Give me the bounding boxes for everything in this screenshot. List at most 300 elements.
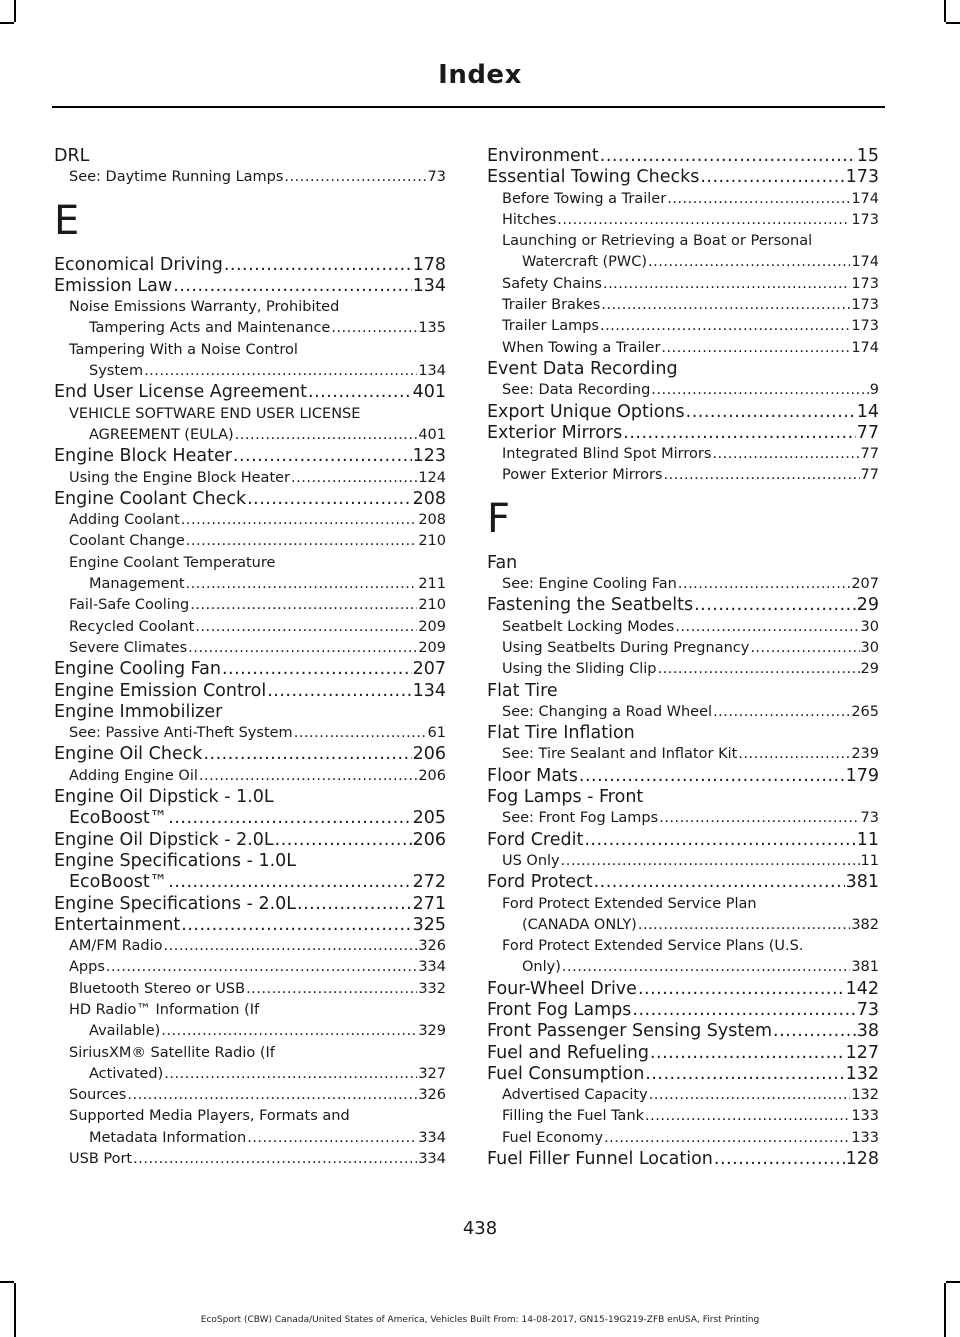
entry-label: Fastening the Seatbelts <box>487 595 694 616</box>
index-subentry[interactable] <box>487 252 879 273</box>
page-ref: 272 <box>412 872 446 893</box>
entry-label: Before Towing a Trailer <box>502 190 667 207</box>
entry-label: Integrated Blind Spot Mirrors <box>502 446 712 463</box>
dot-leader <box>186 531 418 552</box>
dot-leader <box>144 361 417 382</box>
page-ref: 239 <box>851 746 879 763</box>
index-subentry[interactable] <box>487 338 879 359</box>
index-subentry[interactable] <box>54 638 446 659</box>
index-subentry-text: Tampering With a Noise Control <box>69 341 298 358</box>
index-entry[interactable] <box>54 808 446 829</box>
index-entry[interactable] <box>54 255 446 276</box>
index-entry[interactable] <box>487 1064 879 1085</box>
index-subentry[interactable] <box>487 1106 879 1127</box>
dot-leader <box>594 872 845 893</box>
entry-label: When Towing a Trailer <box>502 339 661 356</box>
dot-leader <box>659 808 859 829</box>
entry-label: Severe Climates <box>69 639 188 656</box>
entry-label: Export Unique Options <box>487 401 685 422</box>
entry-label: Front Passenger Sensing System <box>487 1021 773 1042</box>
crop-mark <box>946 22 960 24</box>
entry-label: Trailer Lamps <box>502 318 599 335</box>
page-ref: 15 <box>856 146 879 166</box>
index-entry[interactable] <box>54 489 446 510</box>
page-ref: 206 <box>412 829 446 850</box>
index-entry[interactable] <box>487 1149 879 1170</box>
entry-label: Only) <box>522 959 561 976</box>
page-ref: 142 <box>845 978 879 999</box>
entry-label: See: Changing a Road Wheel <box>502 703 713 720</box>
crop-mark <box>0 22 14 24</box>
index-subentry[interactable] <box>54 1085 446 1106</box>
dot-leader <box>561 851 860 872</box>
index-heading: Flat Tire Inflation <box>487 723 635 744</box>
dot-leader <box>773 1021 856 1042</box>
entry-label: See: Front Fog Lamps <box>502 810 659 827</box>
entry-label: Metadata Information <box>89 1129 247 1146</box>
page-ref: 401 <box>412 382 446 403</box>
page-ref: 208 <box>412 488 446 509</box>
index-subentry[interactable] <box>54 468 446 489</box>
entry-label: Sources <box>69 1087 127 1104</box>
index-heading: Event Data Recording <box>487 358 678 379</box>
entry-label: Entertainment <box>54 914 181 935</box>
crop-mark <box>946 1281 960 1283</box>
index-subentry-text: Ford Protect Extended Service Plan <box>502 895 757 912</box>
page-ref: 271 <box>412 893 446 914</box>
entry-label: AGREEMENT (EULA) <box>89 426 234 443</box>
entry-label: (CANADA ONLY) <box>522 916 637 933</box>
dot-leader <box>224 255 412 276</box>
entry-label: Fail-Safe Cooling <box>69 597 190 614</box>
dot-leader <box>658 659 860 680</box>
page-ref: 173 <box>845 167 879 188</box>
index-see-entry[interactable] <box>54 167 446 188</box>
entry-label: Fuel Filler Funnel Location <box>487 1149 713 1170</box>
entry-label: Adding Coolant <box>69 512 180 529</box>
index-subentry[interactable] <box>54 318 446 339</box>
entry-label: Engine Oil Dipstick - 2.0L <box>54 829 274 850</box>
entry-label: Exterior Mirrors <box>487 422 623 443</box>
dot-leader <box>738 744 850 765</box>
dot-leader <box>667 189 850 210</box>
dot-leader <box>291 468 417 489</box>
page-ref: 173 <box>851 318 879 335</box>
index-entry[interactable] <box>54 681 446 702</box>
entry-label: Engine Oil Check <box>54 744 203 765</box>
index-subentry[interactable] <box>54 979 446 1000</box>
dot-leader <box>195 617 417 638</box>
entry-label: Available) <box>89 1023 161 1040</box>
dot-leader <box>247 1128 417 1149</box>
index-subentry[interactable] <box>54 574 446 595</box>
index-subentry[interactable] <box>487 210 879 231</box>
page-ref: 173 <box>851 211 879 228</box>
dot-leader <box>686 402 856 423</box>
page-ref: 173 <box>851 275 879 292</box>
page-ref: 29 <box>860 661 879 678</box>
dot-leader <box>638 979 845 1000</box>
index-subentry[interactable] <box>487 1128 879 1149</box>
dot-leader <box>246 979 417 1000</box>
dot-leader <box>203 744 411 765</box>
entry-label: Emission Law <box>54 275 173 296</box>
page-ref: 11 <box>856 829 879 850</box>
entry-label: Recycled Coolant <box>69 618 195 635</box>
page-ref: 209 <box>418 639 446 656</box>
index-entry[interactable] <box>54 659 446 680</box>
page-ref: 77 <box>856 422 879 443</box>
page-ref: 334 <box>418 1151 446 1168</box>
page-ref: 77 <box>860 446 879 463</box>
entry-label: Ford Credit <box>487 829 584 850</box>
page-ref: 30 <box>860 618 879 635</box>
section-letter-e: E <box>54 197 80 244</box>
page-ref: 325 <box>412 914 446 935</box>
dot-leader <box>235 425 418 446</box>
index-entry[interactable] <box>487 979 879 1000</box>
entry-label: AM/FM Radio <box>69 938 163 955</box>
dot-leader <box>199 766 417 787</box>
crop-mark <box>14 0 16 22</box>
index-subentry[interactable] <box>487 1085 879 1106</box>
entry-label: Engine Cooling Fan <box>54 659 221 680</box>
entry-label: Safety Chains <box>502 275 602 292</box>
page-ref: 205 <box>412 808 446 829</box>
dot-leader <box>632 1000 855 1021</box>
page-ref: 123 <box>412 446 446 467</box>
page-ref: 209 <box>418 618 446 635</box>
section-letter-f: F <box>487 495 511 542</box>
index-entry[interactable] <box>487 1000 879 1021</box>
index-heading: Flat Tire <box>487 680 558 701</box>
dot-leader <box>645 1106 850 1127</box>
index-subentry[interactable] <box>54 1149 446 1170</box>
index-heading: Engine Specifications - 1.0L <box>54 850 297 871</box>
index-entry[interactable] <box>487 146 879 167</box>
index-subentry-text: Launching or Retrieving a Boat or Personal <box>502 233 813 250</box>
entry-label: Coolant Change <box>69 533 185 550</box>
entry-label: Engine Emission Control <box>54 680 267 701</box>
index-subentry[interactable] <box>54 617 446 638</box>
dot-leader <box>623 423 855 444</box>
index-subentry[interactable] <box>487 465 879 486</box>
dot-leader <box>714 1149 845 1170</box>
index-entry[interactable] <box>487 167 879 188</box>
index-column-left <box>54 146 446 1170</box>
dot-leader <box>161 1021 417 1042</box>
page-ref: 9 <box>869 382 879 399</box>
index-subentry[interactable] <box>487 851 879 872</box>
dot-leader <box>557 210 850 231</box>
index-column-right <box>487 146 879 1170</box>
page-ref: 211 <box>418 576 446 593</box>
entry-label: Front Fog Lamps <box>487 999 632 1020</box>
index-entry[interactable] <box>487 595 879 616</box>
page-title: Index <box>438 60 522 90</box>
index-subentry[interactable] <box>487 316 879 337</box>
dot-leader <box>133 1149 417 1170</box>
entry-label: Using the Engine Block Heater <box>69 469 291 486</box>
page-ref: 326 <box>418 938 446 955</box>
entry-label: Watercraft (PWC) <box>522 254 648 271</box>
page-ref: 11 <box>860 852 879 869</box>
entry-label: Fuel Consumption <box>487 1063 645 1084</box>
entry-label: End User License Agreement <box>54 382 307 403</box>
header-rule <box>52 106 885 108</box>
dot-leader <box>712 444 859 465</box>
dot-leader <box>168 808 411 829</box>
dot-leader <box>603 274 850 295</box>
entry-label: Environment <box>487 146 599 166</box>
entry-label: See: Passive Anti-Theft System <box>69 725 293 742</box>
index-entry[interactable] <box>487 1043 879 1064</box>
dot-leader <box>222 659 412 680</box>
dot-leader <box>645 1064 844 1085</box>
entry-label: Advertised Capacity <box>502 1087 648 1104</box>
index-entry[interactable] <box>54 915 446 936</box>
index-see-entry[interactable] <box>487 702 879 723</box>
page-ref: 124 <box>418 469 446 486</box>
entry-label: Engine Coolant Check <box>54 488 247 509</box>
entry-label: Activated) <box>89 1065 164 1082</box>
dot-leader <box>294 723 427 744</box>
index-entry[interactable] <box>487 1021 879 1042</box>
crop-mark <box>944 0 946 22</box>
page-ref: 38 <box>856 1021 879 1042</box>
entry-label: Seatbelt Locking Modes <box>502 618 675 635</box>
index-subentry[interactable] <box>487 189 879 210</box>
dot-leader <box>649 1085 851 1106</box>
index-subentry[interactable] <box>54 425 446 446</box>
page-ref: 381 <box>851 959 879 976</box>
page-ref: 73 <box>856 999 879 1020</box>
page-ref: 61 <box>427 725 446 742</box>
index-subentry[interactable] <box>54 595 446 616</box>
entry-label: Engine Block Heater <box>54 446 232 467</box>
dot-leader <box>297 894 412 915</box>
dot-leader <box>186 574 418 595</box>
index-entry[interactable] <box>487 402 879 423</box>
entry-label: Engine Specifications - 2.0L <box>54 893 297 914</box>
index-entry[interactable] <box>54 276 446 297</box>
index-entry[interactable] <box>54 894 446 915</box>
index-subentry[interactable] <box>54 361 446 382</box>
index-subentry[interactable] <box>487 638 879 659</box>
dot-leader <box>678 574 850 595</box>
index-subentry[interactable] <box>54 766 446 787</box>
page-ref: 30 <box>860 639 879 656</box>
index-heading: DRL <box>54 146 90 166</box>
index-see-entry[interactable] <box>54 723 446 744</box>
page-ref: 128 <box>845 1149 879 1170</box>
page-ref: 134 <box>412 680 446 701</box>
index-subentry-text: Engine Coolant Temperature <box>69 554 276 571</box>
entry-label: System <box>89 363 144 380</box>
page-ref: 207 <box>412 659 446 680</box>
index-subentry[interactable] <box>487 274 879 295</box>
dot-leader <box>284 167 426 188</box>
page-ref: 401 <box>418 426 446 443</box>
entry-label: EcoBoost™ <box>69 872 168 893</box>
entry-label: See: Engine Cooling Fan <box>502 576 677 593</box>
page-ref: 73 <box>860 810 879 827</box>
entry-label: Fuel and Refueling <box>487 1042 649 1063</box>
page-ref: 327 <box>418 1065 446 1082</box>
index-entry[interactable] <box>54 744 446 765</box>
page-ref: 127 <box>845 1042 879 1063</box>
dot-leader <box>106 957 417 978</box>
dot-leader <box>233 446 412 467</box>
page-ref: 206 <box>412 744 446 765</box>
entry-label: Power Exterior Mirrors <box>502 467 663 484</box>
index-heading: Engine Immobilizer <box>54 701 223 722</box>
dot-leader <box>600 316 850 337</box>
page-ref: 334 <box>418 959 446 976</box>
page-ref: 210 <box>418 533 446 550</box>
page-ref: 174 <box>851 190 879 207</box>
index-subentry[interactable] <box>487 915 879 936</box>
dot-leader <box>651 380 868 401</box>
entry-label: EcoBoost™ <box>69 808 168 829</box>
page-ref: 133 <box>851 1129 879 1146</box>
entry-label: US Only <box>502 852 560 869</box>
dot-leader <box>181 915 411 936</box>
dot-leader <box>713 702 850 723</box>
entry-label: Adding Engine Oil <box>69 767 198 784</box>
entry-label: Hitches <box>502 211 557 228</box>
page-ref: 179 <box>845 765 879 786</box>
page-number: 438 <box>462 1218 498 1239</box>
index-see-entry[interactable] <box>487 574 879 595</box>
entry-label: Apps <box>69 959 105 976</box>
index-entry[interactable] <box>487 872 879 893</box>
index-see-entry[interactable] <box>487 808 879 829</box>
page-ref: 206 <box>418 767 446 784</box>
page-ref: 265 <box>851 703 879 720</box>
crop-mark <box>944 1283 946 1337</box>
dot-leader <box>638 915 850 936</box>
page-ref: 382 <box>851 916 879 933</box>
index-subentry-text: HD Radio™ Information (If <box>69 1001 260 1018</box>
page-ref: 207 <box>851 576 879 593</box>
index-subentry[interactable] <box>54 531 446 552</box>
page-ref: 134 <box>412 275 446 296</box>
dot-leader <box>164 1064 417 1085</box>
dot-leader <box>173 276 411 297</box>
page-ref: 174 <box>851 339 879 356</box>
index-subentry-text: Ford Protect Extended Service Plans (U.S. <box>502 938 804 955</box>
dot-leader <box>600 146 856 167</box>
entry-label: Four-Wheel Drive <box>487 978 637 999</box>
entry-label: Management <box>89 576 185 593</box>
index-subentry[interactable] <box>487 957 879 978</box>
page-ref: 178 <box>412 254 446 275</box>
index-entry[interactable] <box>54 446 446 467</box>
entry-label: Trailer Brakes <box>502 297 601 314</box>
page-ref: 210 <box>418 597 446 614</box>
index-subentry[interactable] <box>54 510 446 531</box>
index-entry[interactable] <box>54 830 446 851</box>
index-subentry[interactable] <box>487 295 879 316</box>
dot-leader <box>750 638 859 659</box>
entry-label: Floor Mats <box>487 765 578 786</box>
page-ref: 14 <box>856 401 879 422</box>
dot-leader <box>247 489 411 510</box>
page-ref: 132 <box>845 1063 879 1084</box>
dot-leader <box>604 1128 850 1149</box>
entry-label: Tampering Acts and Maintenance <box>89 320 331 337</box>
index-see-entry[interactable] <box>487 380 879 401</box>
dot-leader <box>664 465 860 486</box>
index-subentry[interactable] <box>487 617 879 638</box>
index-subentry[interactable] <box>487 444 879 465</box>
index-subentry[interactable] <box>54 1128 446 1149</box>
dot-leader <box>331 318 417 339</box>
index-heading: Fan <box>487 552 518 573</box>
footer-text: EcoSport (CBW) Canada/United States of America, Vehicles Built From: 14-08-2017, GN15-19G219-ZFB enUSA, First Printing <box>200 1315 760 1325</box>
index-subentry[interactable] <box>54 1064 446 1085</box>
page-ref: 135 <box>418 320 446 337</box>
index-subentry[interactable] <box>487 659 879 680</box>
dot-leader <box>648 252 850 273</box>
page-ref: 73 <box>427 169 446 186</box>
page-ref: 173 <box>851 297 879 314</box>
page-ref: 132 <box>851 1087 879 1104</box>
index-see-entry[interactable] <box>487 744 879 765</box>
index-subentry-text: Supported Media Players, Formats and <box>69 1108 350 1125</box>
dot-leader <box>168 872 411 893</box>
page-ref: 326 <box>418 1087 446 1104</box>
dot-leader <box>601 295 850 316</box>
index-entry[interactable] <box>487 830 879 851</box>
crop-mark <box>14 1283 16 1337</box>
entry-label: Ford Protect <box>487 872 593 893</box>
index-entry[interactable] <box>487 766 879 787</box>
entry-label: See: Data Recording <box>502 382 651 399</box>
index-subentry-text: SiriusXM® Satellite Radio (If <box>69 1044 275 1061</box>
page-ref: 77 <box>860 467 879 484</box>
index-heading: Fog Lamps - Front <box>487 787 644 808</box>
index-subentry[interactable] <box>54 936 446 957</box>
index-entry[interactable] <box>54 382 446 403</box>
dot-leader <box>700 167 844 188</box>
page-ref: 334 <box>418 1129 446 1146</box>
entry-label: Fuel Economy <box>502 1129 604 1146</box>
index-entry[interactable] <box>54 872 446 893</box>
dot-leader <box>190 595 417 616</box>
dot-leader <box>275 830 412 851</box>
entry-label: Economical Driving <box>54 254 223 275</box>
entry-label: See: Tire Sealant and Inflator Kit <box>502 746 738 763</box>
index-heading: Engine Oil Dipstick - 1.0L <box>54 787 274 808</box>
page-ref: 329 <box>418 1023 446 1040</box>
dot-leader <box>127 1085 417 1106</box>
crop-mark <box>0 1281 14 1283</box>
entry-label: Essential Towing Checks <box>487 167 700 188</box>
dot-leader <box>675 617 859 638</box>
index-entry[interactable] <box>487 423 879 444</box>
index-subentry[interactable] <box>54 1021 446 1042</box>
entry-label: Using Seatbelts During Pregnancy <box>502 639 750 656</box>
page-ref: 332 <box>418 980 446 997</box>
index-subentry[interactable] <box>54 957 446 978</box>
dot-leader <box>267 681 411 702</box>
dot-leader <box>579 766 845 787</box>
dot-leader <box>188 638 417 659</box>
dot-leader <box>650 1043 845 1064</box>
page-ref: 174 <box>851 254 879 271</box>
